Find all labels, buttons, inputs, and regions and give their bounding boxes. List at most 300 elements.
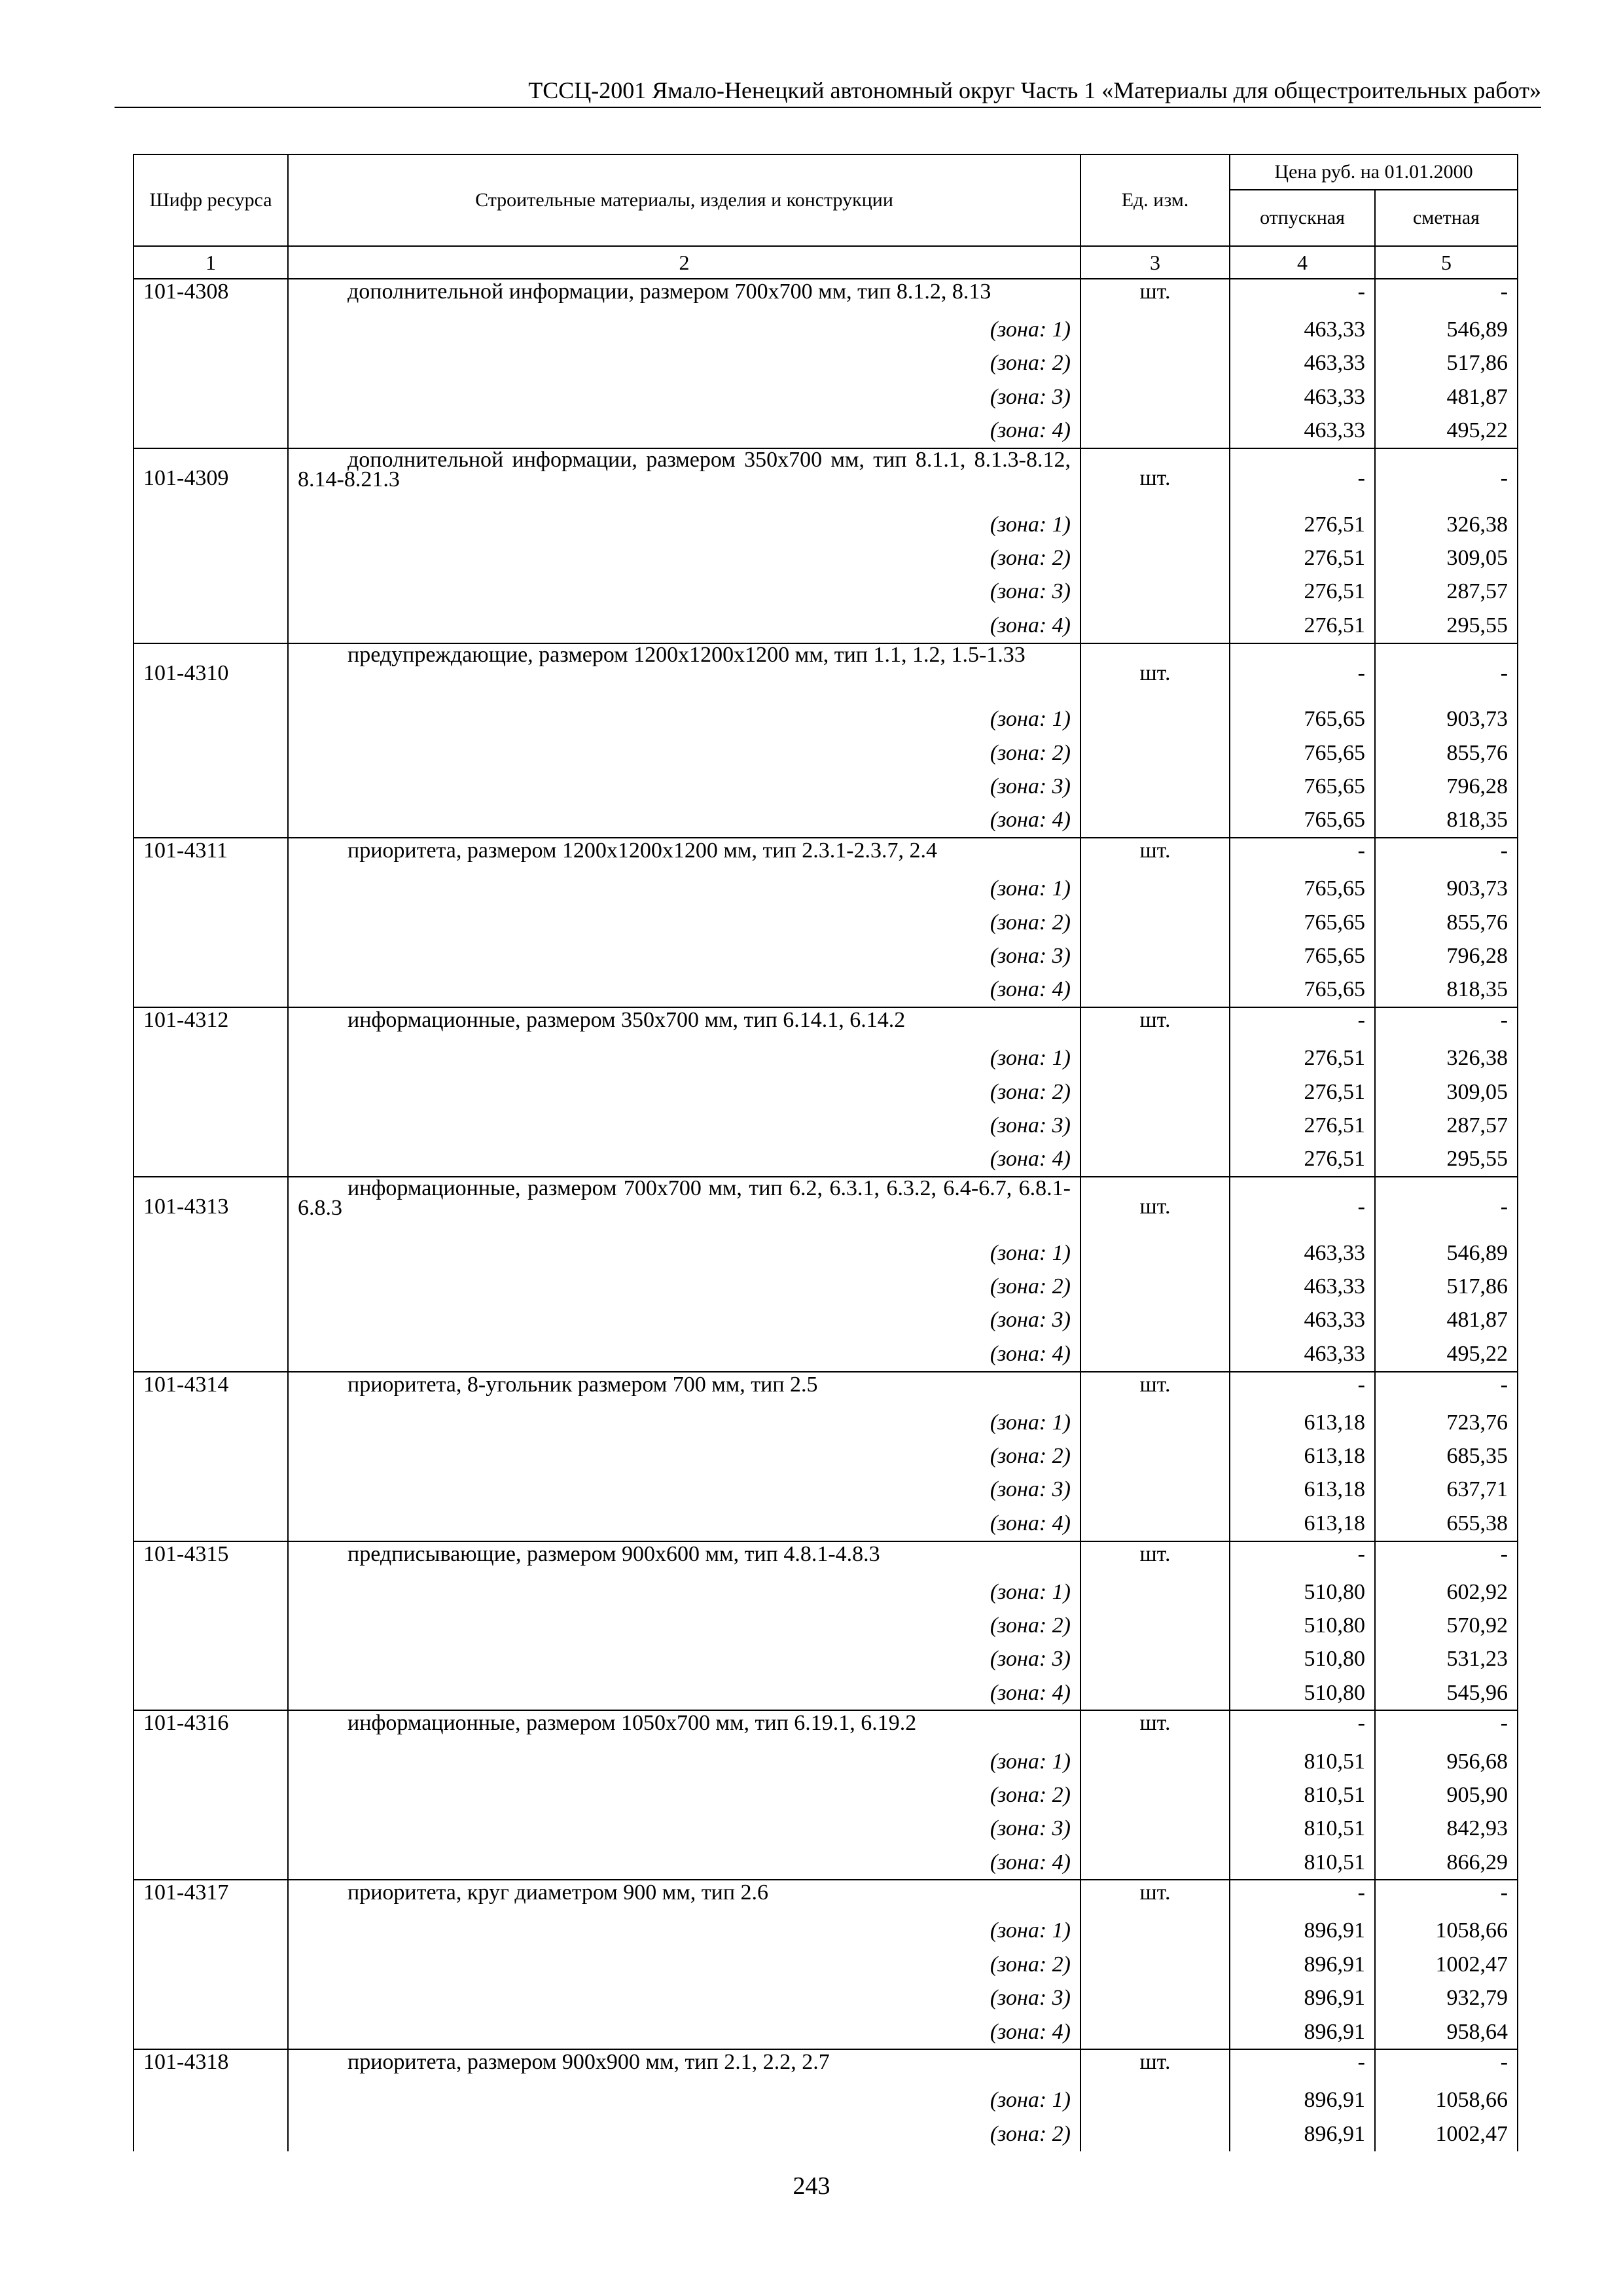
material-name: информационные, размером 350х700 мм, тип 6.14.1, 6.14.2 <box>288 1007 1080 1041</box>
zone-row <box>134 1609 1518 1642</box>
zone-label: (зона: 4) <box>288 804 1080 838</box>
release-price: - <box>1230 448 1375 508</box>
zone-estimate-price: 570,92 <box>1375 1609 1518 1642</box>
release-price: - <box>1230 2049 1375 2083</box>
unit-of-measure: шт. <box>1080 1541 1230 1575</box>
zone-estimate-price: 287,57 <box>1375 1109 1518 1142</box>
table-row <box>134 1541 1518 1575</box>
estimate-price: - <box>1375 1880 1518 1914</box>
zone-label: (зона: 2) <box>288 1609 1080 1642</box>
empty-code-cell <box>134 1745 288 1778</box>
zone-label: (зона: 2) <box>288 1270 1080 1303</box>
unit-of-measure: шт. <box>1080 643 1230 703</box>
material-name: дополнительной информации, размером 700х700 мм, тип 8.1.2, 8.13 <box>288 279 1080 313</box>
empty-code-cell <box>134 1041 288 1075</box>
estimate-price: - <box>1375 1007 1518 1041</box>
zone-label: (зона: 2) <box>288 906 1080 939</box>
zone-label: (зона: 1) <box>288 872 1080 905</box>
zone-row <box>134 1143 1518 1177</box>
empty-unit-cell <box>1080 1982 1230 2015</box>
empty-unit-cell <box>1080 1643 1230 1676</box>
zone-release-price: 765,65 <box>1230 736 1375 770</box>
zone-estimate-price: 637,71 <box>1375 1473 1518 1507</box>
zone-estimate-price: 531,23 <box>1375 1643 1518 1676</box>
empty-unit-cell <box>1080 1473 1230 1507</box>
empty-unit-cell <box>1080 609 1230 643</box>
zone-label: (зона: 3) <box>288 575 1080 609</box>
zone-row <box>134 1041 1518 1075</box>
unit-of-measure: шт. <box>1080 448 1230 508</box>
zone-release-price: 613,18 <box>1230 1439 1375 1473</box>
resource-code: 101-4318 <box>134 2049 288 2083</box>
table-row <box>134 1177 1518 1236</box>
zone-row <box>134 1812 1518 1846</box>
empty-code-cell <box>134 770 288 803</box>
zone-release-price: 276,51 <box>1230 541 1375 575</box>
zone-release-price: 613,18 <box>1230 1473 1375 1507</box>
zone-release-price: 765,65 <box>1230 906 1375 939</box>
empty-code-cell <box>134 1075 288 1109</box>
zone-row <box>134 1473 1518 1507</box>
unit-of-measure: шт. <box>1080 1710 1230 1744</box>
zone-label: (зона: 1) <box>288 1041 1080 1075</box>
zone-release-price: 463,33 <box>1230 1236 1375 1270</box>
release-price: - <box>1230 1880 1375 1914</box>
zone-release-price: 276,51 <box>1230 575 1375 609</box>
empty-code-cell <box>134 1406 288 1439</box>
zone-estimate-price: 495,22 <box>1375 1337 1518 1371</box>
col-number-1: 1 <box>134 246 288 279</box>
empty-unit-cell <box>1080 1337 1230 1371</box>
empty-code-cell <box>134 609 288 643</box>
zone-release-price: 463,33 <box>1230 313 1375 346</box>
zone-row <box>134 2015 1518 2049</box>
release-price: - <box>1230 1007 1375 1041</box>
col-number-2: 2 <box>288 246 1080 279</box>
zone-estimate-price: 685,35 <box>1375 1439 1518 1473</box>
empty-unit-cell <box>1080 1075 1230 1109</box>
zone-release-price: 463,33 <box>1230 1337 1375 1371</box>
zone-label: (зона: 3) <box>288 1982 1080 2015</box>
zone-estimate-price: 545,96 <box>1375 1676 1518 1710</box>
zone-release-price: 463,33 <box>1230 347 1375 380</box>
material-name: информационные, размером 1050х700 мм, тип 6.19.1, 6.19.2 <box>288 1710 1080 1744</box>
zone-release-price: 463,33 <box>1230 1270 1375 1303</box>
zone-release-price: 810,51 <box>1230 1778 1375 1812</box>
resource-code: 101-4312 <box>134 1007 288 1041</box>
zone-label: (зона: 1) <box>288 2084 1080 2117</box>
zone-release-price: 276,51 <box>1230 609 1375 643</box>
zone-estimate-price: 842,93 <box>1375 1812 1518 1846</box>
empty-unit-cell <box>1080 703 1230 736</box>
col-header-estimate: сметная <box>1375 190 1518 246</box>
estimate-price: - <box>1375 1541 1518 1575</box>
resource-code: 101-4308 <box>134 279 288 313</box>
release-price: - <box>1230 1177 1375 1236</box>
zone-label: (зона: 2) <box>288 1948 1080 1981</box>
zone-estimate-price: 723,76 <box>1375 1406 1518 1439</box>
zone-estimate-price: 956,68 <box>1375 1745 1518 1778</box>
zone-estimate-price: 309,05 <box>1375 541 1518 575</box>
empty-unit-cell <box>1080 1270 1230 1303</box>
empty-unit-cell <box>1080 1914 1230 1948</box>
empty-unit-cell <box>1080 1439 1230 1473</box>
zone-row <box>134 347 1518 380</box>
release-price: - <box>1230 1372 1375 1406</box>
release-price: - <box>1230 643 1375 703</box>
empty-code-cell <box>134 1676 288 1710</box>
zone-release-price: 276,51 <box>1230 1109 1375 1142</box>
empty-code-cell <box>134 1337 288 1371</box>
empty-unit-cell <box>1080 1109 1230 1142</box>
zone-label: (зона: 1) <box>288 313 1080 346</box>
zone-label: (зона: 3) <box>288 770 1080 803</box>
zone-release-price: 810,51 <box>1230 1846 1375 1880</box>
price-table <box>133 154 1518 2151</box>
zone-estimate-price: 1058,66 <box>1375 2084 1518 2117</box>
empty-code-cell <box>134 1982 288 2015</box>
zone-estimate-price: 326,38 <box>1375 1041 1518 1075</box>
empty-code-cell <box>134 2084 288 2117</box>
col-header-name: Строительные материалы, изделия и конструкции <box>288 154 1080 246</box>
empty-unit-cell <box>1080 1575 1230 1609</box>
col-header-unit: Ед. изм. <box>1080 154 1230 246</box>
zone-label: (зона: 4) <box>288 1143 1080 1177</box>
table-row <box>134 1372 1518 1406</box>
col-header-release: отпускная <box>1230 190 1375 246</box>
zone-row <box>134 1914 1518 1948</box>
zone-row <box>134 575 1518 609</box>
material-name: приоритета, размером 1200х1200х1200 мм, тип 2.3.1-2.3.7, 2.4 <box>288 838 1080 872</box>
empty-code-cell <box>134 1948 288 1981</box>
material-name: приоритета, 8-угольник размером 700 мм, тип 2.5 <box>288 1372 1080 1406</box>
table-row <box>134 1007 1518 1041</box>
empty-unit-cell <box>1080 1846 1230 1880</box>
material-name: приоритета, круг диаметром 900 мм, тип 2.6 <box>288 1880 1080 1914</box>
empty-unit-cell <box>1080 1609 1230 1642</box>
zone-estimate-price: 855,76 <box>1375 736 1518 770</box>
zone-label: (зона: 3) <box>288 1304 1080 1337</box>
page-number: 243 <box>793 2172 830 2200</box>
empty-code-cell <box>134 313 288 346</box>
zone-label: (зона: 4) <box>288 973 1080 1007</box>
resource-code: 101-4317 <box>134 1880 288 1914</box>
zone-row <box>134 541 1518 575</box>
zone-row <box>134 313 1518 346</box>
resource-code: 101-4314 <box>134 1372 288 1406</box>
zone-estimate-price: 796,28 <box>1375 939 1518 973</box>
zone-row <box>134 973 1518 1007</box>
estimate-price: - <box>1375 279 1518 313</box>
zone-estimate-price: 1002,47 <box>1375 2117 1518 2151</box>
zone-estimate-price: 326,38 <box>1375 508 1518 541</box>
zone-row <box>134 1676 1518 1710</box>
empty-code-cell <box>134 906 288 939</box>
material-name: приоритета, размером 900х900 мм, тип 2.1, 2.2, 2.7 <box>288 2049 1080 2083</box>
unit-of-measure: шт. <box>1080 1880 1230 1914</box>
empty-unit-cell <box>1080 939 1230 973</box>
release-price: - <box>1230 1710 1375 1744</box>
empty-unit-cell <box>1080 380 1230 414</box>
table-row <box>134 2049 1518 2083</box>
zone-label: (зона: 1) <box>288 1236 1080 1270</box>
unit-of-measure: шт. <box>1080 2049 1230 2083</box>
unit-of-measure: шт. <box>1080 838 1230 872</box>
unit-of-measure: шт. <box>1080 279 1230 313</box>
estimate-price: - <box>1375 1710 1518 1744</box>
empty-code-cell <box>134 736 288 770</box>
zone-label: (зона: 1) <box>288 1575 1080 1609</box>
zone-row <box>134 736 1518 770</box>
empty-code-cell <box>134 1778 288 1812</box>
empty-code-cell <box>134 508 288 541</box>
zone-release-price: 276,51 <box>1230 508 1375 541</box>
empty-code-cell <box>134 1304 288 1337</box>
estimate-price: - <box>1375 1372 1518 1406</box>
zone-estimate-price: 932,79 <box>1375 1982 1518 2015</box>
table-row <box>134 1880 1518 1914</box>
zone-label: (зона: 2) <box>288 541 1080 575</box>
table-row <box>134 643 1518 703</box>
zone-estimate-price: 546,89 <box>1375 1236 1518 1270</box>
zone-estimate-price: 602,92 <box>1375 1575 1518 1609</box>
col-number-5: 5 <box>1375 246 1518 279</box>
zone-row <box>134 1778 1518 1812</box>
zone-row <box>134 1439 1518 1473</box>
zone-estimate-price: 295,55 <box>1375 1143 1518 1177</box>
empty-unit-cell <box>1080 1304 1230 1337</box>
empty-code-cell <box>134 1236 288 1270</box>
empty-unit-cell <box>1080 2117 1230 2151</box>
zone-release-price: 510,80 <box>1230 1575 1375 1609</box>
zone-estimate-price: 1002,47 <box>1375 1948 1518 1981</box>
zone-label: (зона: 3) <box>288 939 1080 973</box>
empty-code-cell <box>134 804 288 838</box>
zone-label: (зона: 2) <box>288 736 1080 770</box>
zone-release-price: 765,65 <box>1230 770 1375 803</box>
table-row <box>134 1710 1518 1744</box>
zone-release-price: 896,91 <box>1230 2117 1375 2151</box>
zone-label: (зона: 3) <box>288 380 1080 414</box>
zone-label: (зона: 1) <box>288 1406 1080 1439</box>
zone-release-price: 463,33 <box>1230 380 1375 414</box>
zone-row <box>134 1337 1518 1371</box>
empty-unit-cell <box>1080 347 1230 380</box>
empty-code-cell <box>134 939 288 973</box>
empty-unit-cell <box>1080 973 1230 1007</box>
empty-unit-cell <box>1080 2084 1230 2117</box>
zone-label: (зона: 4) <box>288 1676 1080 1710</box>
zone-release-price: 896,91 <box>1230 1948 1375 1981</box>
empty-code-cell <box>134 1609 288 1642</box>
empty-unit-cell <box>1080 906 1230 939</box>
zone-estimate-price: 1058,66 <box>1375 1914 1518 1948</box>
zone-label: (зона: 4) <box>288 2015 1080 2049</box>
zone-row <box>134 2084 1518 2117</box>
zone-estimate-price: 546,89 <box>1375 313 1518 346</box>
zone-release-price: 896,91 <box>1230 2015 1375 2049</box>
empty-code-cell <box>134 541 288 575</box>
zone-label: (зона: 4) <box>288 609 1080 643</box>
release-price: - <box>1230 279 1375 313</box>
empty-code-cell <box>134 703 288 736</box>
zone-label: (зона: 3) <box>288 1812 1080 1846</box>
empty-unit-cell <box>1080 770 1230 803</box>
zone-row <box>134 872 1518 905</box>
resource-code: 101-4315 <box>134 1541 288 1575</box>
empty-code-cell <box>134 1473 288 1507</box>
zone-release-price: 765,65 <box>1230 703 1375 736</box>
empty-unit-cell <box>1080 575 1230 609</box>
empty-code-cell <box>134 872 288 905</box>
zone-estimate-price: 287,57 <box>1375 575 1518 609</box>
empty-code-cell <box>134 1914 288 1948</box>
zone-release-price: 810,51 <box>1230 1812 1375 1846</box>
empty-unit-cell <box>1080 541 1230 575</box>
zone-label: (зона: 2) <box>288 1778 1080 1812</box>
zone-release-price: 810,51 <box>1230 1745 1375 1778</box>
zone-estimate-price: 903,73 <box>1375 872 1518 905</box>
zone-row <box>134 1575 1518 1609</box>
zone-estimate-price: 481,87 <box>1375 380 1518 414</box>
estimate-price: - <box>1375 838 1518 872</box>
empty-unit-cell <box>1080 1406 1230 1439</box>
zone-row <box>134 1507 1518 1541</box>
zone-label: (зона: 3) <box>288 1643 1080 1676</box>
zone-row <box>134 2117 1518 2151</box>
empty-code-cell <box>134 1846 288 1880</box>
zone-row <box>134 1406 1518 1439</box>
col-number-4: 4 <box>1230 246 1375 279</box>
empty-unit-cell <box>1080 1507 1230 1541</box>
empty-code-cell <box>134 973 288 1007</box>
zone-estimate-price: 903,73 <box>1375 703 1518 736</box>
zone-estimate-price: 905,90 <box>1375 1778 1518 1812</box>
zone-estimate-price: 818,35 <box>1375 973 1518 1007</box>
zone-release-price: 276,51 <box>1230 1075 1375 1109</box>
zone-release-price: 276,51 <box>1230 1041 1375 1075</box>
price-table-head <box>134 154 1518 279</box>
zone-estimate-price: 866,29 <box>1375 1846 1518 1880</box>
empty-unit-cell <box>1080 414 1230 448</box>
zone-row <box>134 770 1518 803</box>
zone-release-price: 896,91 <box>1230 1982 1375 2015</box>
resource-code: 101-4316 <box>134 1710 288 1744</box>
resource-code: 101-4313 <box>134 1177 288 1236</box>
zone-release-price: 510,80 <box>1230 1676 1375 1710</box>
material-name: дополнительной информации, размером 350х700 мм, тип 8.1.1, 8.1.3-8.12, 8.14-8.21.3 <box>288 448 1080 508</box>
empty-code-cell <box>134 1270 288 1303</box>
zone-label: (зона: 4) <box>288 1337 1080 1371</box>
zone-release-price: 510,80 <box>1230 1643 1375 1676</box>
empty-unit-cell <box>1080 1041 1230 1075</box>
unit-of-measure: шт. <box>1080 1177 1230 1236</box>
empty-unit-cell <box>1080 1143 1230 1177</box>
empty-unit-cell <box>1080 313 1230 346</box>
zone-release-price: 896,91 <box>1230 2084 1375 2117</box>
zone-release-price: 765,65 <box>1230 872 1375 905</box>
estimate-price: - <box>1375 643 1518 703</box>
zone-label: (зона: 2) <box>288 2117 1080 2151</box>
zone-row <box>134 1643 1518 1676</box>
material-name: информационные, размером 700х700 мм, тип 6.2, 6.3.1, 6.3.2, 6.4-6.7, 6.8.1-6.8.3 <box>288 1177 1080 1236</box>
zone-estimate-price: 655,38 <box>1375 1507 1518 1541</box>
empty-unit-cell <box>1080 1236 1230 1270</box>
estimate-price: - <box>1375 2049 1518 2083</box>
empty-code-cell <box>134 1812 288 1846</box>
empty-unit-cell <box>1080 1676 1230 1710</box>
zone-release-price: 896,91 <box>1230 1914 1375 1948</box>
zone-label: (зона: 4) <box>288 414 1080 448</box>
zone-label: (зона: 2) <box>288 347 1080 380</box>
release-price: - <box>1230 838 1375 872</box>
empty-unit-cell <box>1080 872 1230 905</box>
estimate-price: - <box>1375 448 1518 508</box>
zone-estimate-price: 309,05 <box>1375 1075 1518 1109</box>
col-number-3: 3 <box>1080 246 1230 279</box>
zone-label: (зона: 1) <box>288 1745 1080 1778</box>
zone-row <box>134 939 1518 973</box>
empty-unit-cell <box>1080 508 1230 541</box>
zone-label: (зона: 1) <box>288 508 1080 541</box>
zone-row <box>134 1236 1518 1270</box>
zone-estimate-price: 958,64 <box>1375 2015 1518 2049</box>
empty-unit-cell <box>1080 736 1230 770</box>
resource-code: 101-4311 <box>134 838 288 872</box>
zone-label: (зона: 1) <box>288 1914 1080 1948</box>
zone-row <box>134 1075 1518 1109</box>
zone-release-price: 510,80 <box>1230 1609 1375 1642</box>
empty-unit-cell <box>1080 1948 1230 1981</box>
zone-row <box>134 609 1518 643</box>
zone-label: (зона: 4) <box>288 1846 1080 1880</box>
estimate-price: - <box>1375 1177 1518 1236</box>
zone-release-price: 765,65 <box>1230 973 1375 1007</box>
zone-row <box>134 508 1518 541</box>
zone-row <box>134 1304 1518 1337</box>
zone-label: (зона: 2) <box>288 1075 1080 1109</box>
empty-code-cell <box>134 2015 288 2049</box>
empty-code-cell <box>134 1643 288 1676</box>
zone-row <box>134 906 1518 939</box>
zone-release-price: 765,65 <box>1230 804 1375 838</box>
empty-unit-cell <box>1080 1778 1230 1812</box>
zone-estimate-price: 517,86 <box>1375 347 1518 380</box>
zone-label: (зона: 2) <box>288 1439 1080 1473</box>
zone-row <box>134 1109 1518 1142</box>
zone-release-price: 613,18 <box>1230 1406 1375 1439</box>
unit-of-measure: шт. <box>1080 1007 1230 1041</box>
zone-row <box>134 380 1518 414</box>
zone-label: (зона: 3) <box>288 1109 1080 1142</box>
empty-unit-cell <box>1080 804 1230 838</box>
col-header-code: Шифр ресурса <box>134 154 288 246</box>
zone-label: (зона: 3) <box>288 1473 1080 1507</box>
table-row <box>134 448 1518 508</box>
table-row <box>134 279 1518 313</box>
price-table-body <box>134 279 1518 2151</box>
zone-release-price: 613,18 <box>1230 1507 1375 1541</box>
zone-row <box>134 804 1518 838</box>
zone-release-price: 276,51 <box>1230 1143 1375 1177</box>
zone-estimate-price: 796,28 <box>1375 770 1518 803</box>
zone-estimate-price: 295,55 <box>1375 609 1518 643</box>
zone-row <box>134 1948 1518 1981</box>
running-header: ТССЦ-2001 Ямало-Ненецкий автономный округ Часть 1 «Материалы для общестроительных работ» <box>115 75 1541 108</box>
zone-estimate-price: 517,86 <box>1375 1270 1518 1303</box>
empty-code-cell <box>134 380 288 414</box>
zone-row <box>134 703 1518 736</box>
